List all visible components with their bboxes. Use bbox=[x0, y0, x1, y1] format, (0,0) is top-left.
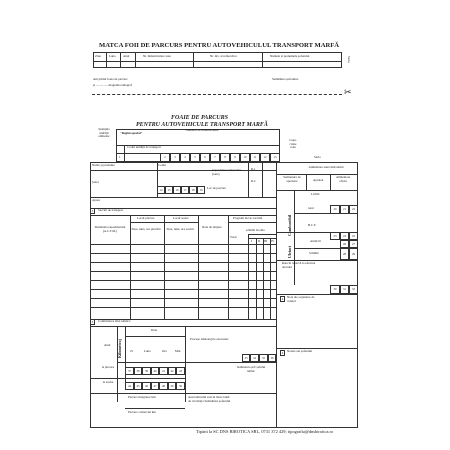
printer-footer: Tipărit la SC DNS BIROTICA SRL, 0731 372 429; tipografia@dnsbirotica.ro bbox=[196, 429, 334, 434]
hdr-anul: Anul bbox=[123, 54, 130, 58]
confirm-num: 35 bbox=[259, 354, 268, 362]
capacitate-remorci-label: Capacitatea remorcilor (tone) bbox=[212, 168, 242, 176]
fuel-num: 28 bbox=[340, 248, 349, 260]
rata-rezerva-label: Rata în rezervă la efectuat decadei bbox=[282, 261, 316, 269]
schimb-header: schimb în zina bbox=[246, 228, 265, 232]
row1-num-1: 1 bbox=[119, 155, 121, 159]
data-col-min: Min bbox=[175, 349, 181, 353]
row2-cell: 14 bbox=[157, 186, 165, 194]
row1-cell: 6 bbox=[200, 153, 210, 162]
km-num: 46 bbox=[142, 382, 151, 390]
ziua-plecare-header: Ziua, luna, ora plecării bbox=[131, 227, 161, 231]
row1-cell: 12 bbox=[260, 153, 270, 162]
capacitate-label: Capa-citate tona bbox=[289, 138, 297, 150]
data-col-luna: Luna bbox=[144, 349, 151, 353]
note-organe-label: Note ale organelor de control bbox=[287, 295, 315, 303]
driver-signature-label: Semnătura șoferului, bbox=[272, 77, 299, 81]
regim-label: "Regim special" bbox=[120, 131, 143, 135]
data-label: Data bbox=[151, 328, 158, 332]
fuel-numbers-c bbox=[330, 285, 358, 294]
r2-label: R.2 bbox=[251, 179, 256, 183]
lichid-label: Lichid bbox=[311, 192, 320, 196]
rata-header: Rata de drujare bbox=[202, 225, 222, 229]
km-num: 38 bbox=[134, 367, 142, 375]
ziua-sosire-header: Ziua, luna, ora sosirii bbox=[166, 227, 194, 231]
confirm-num: 36 bbox=[268, 354, 276, 362]
seria-label: Seria bbox=[314, 155, 321, 159]
km-num: 48 bbox=[159, 382, 168, 390]
km-num: 47 bbox=[151, 382, 159, 390]
hdr-luna: Luna bbox=[109, 54, 116, 58]
bcf-label: B.C.F. bbox=[308, 223, 317, 227]
schimb-label: Schimb bbox=[309, 251, 319, 255]
km-numbers-f bbox=[125, 382, 185, 390]
fuel-num: 20 bbox=[330, 205, 340, 214]
fuel-num: 21 bbox=[340, 205, 349, 214]
km-num: 40 bbox=[151, 367, 159, 375]
locul-sosire-header: Locul sosire bbox=[173, 216, 189, 220]
row2-cell: 19 bbox=[197, 186, 205, 194]
row1-cell: 5 bbox=[190, 153, 200, 162]
stub-title: MATCA FOII DE PARCURS PENTRU AUTOVEHICULUL TRANSPORT MARFĂ bbox=[99, 42, 340, 49]
anul-label: Anul bbox=[104, 343, 111, 347]
ajutor-label: Ajutor bbox=[92, 198, 101, 202]
autovehicul-label: Autovehiculul este în mare bună de circulația Semnătura șoferului bbox=[188, 395, 231, 403]
codul-unitatii-label: Codul unității de transport bbox=[127, 145, 161, 149]
sofer-label: Șofer bbox=[92, 180, 99, 184]
row2-number-strip bbox=[157, 186, 205, 194]
semnatura-sef-label: Semnatura șef/ șefului tehnic bbox=[236, 365, 266, 373]
confirmarea-num: 5 bbox=[91, 319, 94, 324]
locul-plecare-header: Locul plecare bbox=[137, 216, 155, 220]
data-col-ora: Ora bbox=[162, 349, 167, 353]
sarcini-num: 3 bbox=[91, 208, 94, 213]
fuel-num: 29 bbox=[349, 248, 358, 260]
received-line2: și ................diagrama tahograf bbox=[93, 83, 132, 87]
la-sosire-label: la sosire bbox=[102, 380, 114, 384]
hdr-nume-sofer: Numele și prenumele șoferului bbox=[270, 54, 310, 58]
r1-label: R.1 bbox=[251, 167, 256, 171]
km-num: 45 bbox=[134, 382, 142, 390]
confirm-num: 34 bbox=[250, 354, 259, 362]
destinatia-header: Destinatia expeditorului (A.C.T.M.) bbox=[94, 225, 126, 233]
row2-cell: 15 bbox=[165, 186, 173, 194]
fuel-num: 27 bbox=[349, 240, 358, 248]
data-col-zi: Zi bbox=[130, 349, 133, 353]
row1-cell: 2 bbox=[160, 153, 170, 162]
row1-cell: 13 bbox=[270, 153, 280, 162]
fuel-numbers-b bbox=[330, 232, 358, 260]
km-num: 49 bbox=[168, 382, 176, 390]
stub-seria: Seria bbox=[347, 56, 351, 63]
total-header: Total bbox=[230, 235, 237, 239]
stampila-label: Ștampila unității emitente bbox=[98, 127, 110, 139]
roman-iii: III bbox=[264, 239, 268, 243]
sarcini-label: Sarcini de transport bbox=[98, 208, 123, 212]
form-title-2: PENTRU AUTOVEHICULE TRANSPORT MARFĂ bbox=[136, 122, 268, 128]
semnatura-aprobare-header: Semnatura de aprobare bbox=[283, 175, 301, 183]
received-line1: Am primit foaia de parcurs bbox=[93, 77, 128, 81]
row1-cell: 8 bbox=[220, 153, 230, 162]
note-sofer-num: 6 bbox=[281, 350, 284, 355]
aprobat-header: Aprobat bbox=[313, 178, 324, 182]
km-num: 41 bbox=[159, 367, 168, 375]
roman-ii: II bbox=[258, 239, 261, 243]
scissors-icon: ✂ bbox=[344, 88, 352, 98]
row2-cell: 17 bbox=[181, 186, 189, 194]
roman-i: I bbox=[251, 239, 253, 243]
parcurs-integrat-label: Parcurs integrator km bbox=[128, 395, 156, 399]
km-numbers-e bbox=[125, 367, 185, 375]
row2-cell: 16 bbox=[173, 186, 181, 194]
hdr-nr-remorci: Nr. inv. al remorcilor bbox=[210, 54, 237, 58]
row2-cell: 18 bbox=[189, 186, 197, 194]
row1-cell: 9 bbox=[230, 153, 240, 162]
row1-cell: 11 bbox=[250, 153, 260, 162]
fuel-num: 22 bbox=[349, 205, 358, 214]
uleiuri-label: Uleiuri bbox=[287, 246, 292, 258]
kilometraj-label: Kilometraj bbox=[117, 339, 122, 358]
note-sofer-label: Notele ale șoferului bbox=[287, 349, 313, 353]
confirm-numbers-d bbox=[242, 354, 276, 362]
procese-label: Procese tehnologice executate bbox=[190, 337, 229, 341]
note-organe-num: 4 bbox=[281, 296, 284, 301]
row1-cell: 3 bbox=[170, 153, 180, 162]
km-num: 50 bbox=[176, 382, 185, 390]
row1-number-strip bbox=[160, 153, 280, 162]
fuel-num: 25 bbox=[349, 232, 358, 240]
confirm-num: 33 bbox=[242, 354, 250, 362]
transport-rows bbox=[90, 244, 276, 319]
km-num: 39 bbox=[142, 367, 151, 375]
km-num: 42 bbox=[168, 367, 176, 375]
fuel-num: 30 bbox=[330, 285, 340, 294]
row1-cell: 7 bbox=[210, 153, 220, 162]
nume-prenume-label: Nume și prenume bbox=[92, 163, 115, 167]
cod-label: Codul bbox=[158, 163, 166, 167]
antiiciti-label: Antiiciti bbox=[310, 239, 321, 243]
hdr-ziua: Ziua bbox=[95, 54, 101, 58]
hdr-nr-inmatriculare: Nr. înmatriculare auto bbox=[143, 54, 172, 58]
km-num: 37 bbox=[125, 367, 134, 375]
combustibil-label: Combustibil bbox=[287, 214, 292, 236]
program-header: Program lucru/ sarcină bbox=[233, 216, 263, 220]
row1-cell: 4 bbox=[180, 153, 190, 162]
fuel-num: 23 bbox=[330, 232, 340, 240]
alimentare-oficiu-header: Alimentare oficiu bbox=[335, 175, 351, 183]
roman-iv: IV bbox=[271, 239, 275, 243]
row1-cell: 10 bbox=[240, 153, 250, 162]
fuel-num: 26 bbox=[340, 240, 349, 248]
parcurs-comercial-label: Parcurs comercial km bbox=[128, 410, 156, 414]
la-plecare-label: la plecare bbox=[101, 365, 115, 369]
km-num: 44 bbox=[125, 382, 134, 390]
fuel-num: 31 bbox=[340, 285, 349, 294]
confirmarea-label: Confirmarea zilei tehnice bbox=[98, 319, 131, 323]
total-fuel-label: total bbox=[308, 206, 314, 210]
cut-line bbox=[92, 94, 342, 95]
fuel-num: 24 bbox=[340, 232, 349, 240]
km-num: 43 bbox=[176, 367, 185, 375]
loc-parcare-label: Loc de parcare bbox=[207, 186, 226, 190]
fuel-numbers-a bbox=[330, 205, 358, 214]
form-title-1: FOAIE DE PARCURS bbox=[171, 115, 228, 121]
numar-inmatriculare-label: Numărul de înmatriculare bbox=[185, 128, 219, 132]
fuel-num: 32 bbox=[349, 285, 358, 294]
alimentare-header: Alimentare autovehicolului bbox=[308, 165, 344, 169]
